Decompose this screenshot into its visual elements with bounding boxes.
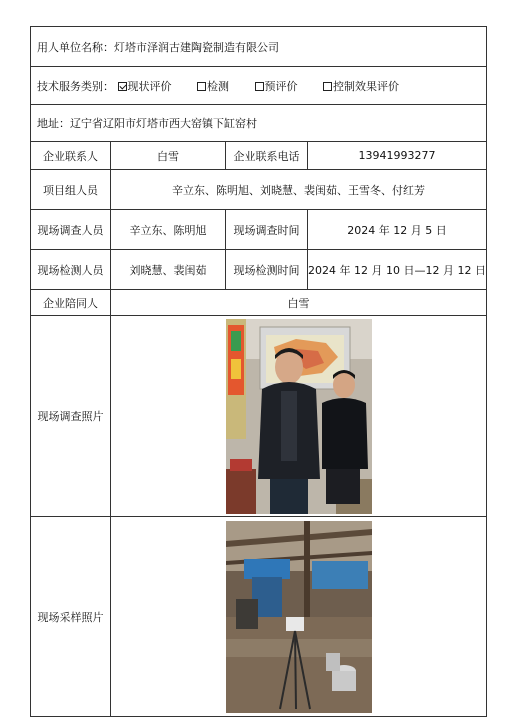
checkbox-icon (197, 82, 206, 91)
service-type-label: 技术服务类别： (37, 79, 114, 93)
phone-value: 13941993277 (308, 142, 487, 170)
team-label: 项目组人员 (31, 170, 111, 210)
survey-staff-label: 现场调查人员 (31, 210, 111, 250)
option-control-effect-evaluation: 控制效果评价 (323, 78, 399, 94)
option-current-evaluation: 现状评价 (118, 78, 172, 94)
checkbox-icon (255, 82, 264, 91)
service-type-row (31, 67, 487, 105)
option-testing: 检测 (197, 78, 229, 94)
survey-staff: 辛立东、陈明旭 (111, 210, 226, 250)
survey-row (31, 210, 487, 250)
escort-name: 白雪 (111, 290, 487, 316)
sampling-photo-row (31, 517, 487, 717)
survey-photo (226, 319, 372, 514)
contact-name: 白雪 (111, 142, 226, 170)
test-staff: 刘晓慧、裴闺茹 (111, 250, 226, 290)
test-staff-label: 现场检测人员 (31, 250, 111, 290)
escort-label: 企业陪同人 (31, 290, 111, 316)
address-row (31, 105, 487, 142)
checked-box-icon (118, 82, 127, 91)
team-members: 辛立东、陈明旭、刘晓慧、裴闺茹、王雪冬、付红芳 (111, 170, 487, 210)
team-row (31, 170, 487, 210)
sampling-photo (226, 521, 372, 713)
checkbox-icon (323, 82, 332, 91)
option-pre-evaluation: 预评价 (255, 78, 298, 94)
test-time-label: 现场检测时间 (226, 250, 308, 290)
service-record-form (30, 26, 487, 717)
address-label: 地址： (37, 117, 70, 130)
survey-photo-label: 现场调查照片 (31, 316, 111, 517)
contact-label: 企业联系人 (31, 142, 111, 170)
employer-row (31, 27, 487, 67)
survey-time-label: 现场调查时间 (226, 210, 308, 250)
address-value: 辽宁省辽阳市灯塔市西大窑镇下缸窑村 (70, 117, 257, 130)
testing-row (31, 250, 487, 290)
sampling-photo-label: 现场采样照片 (31, 517, 111, 717)
employer-label: 用人单位名称： (37, 40, 114, 54)
employer-name: 灯塔市泽润古建陶瓷制造有限公司 (114, 40, 279, 54)
test-time: 2024 年 12 月 10 日—12 月 12 日 (308, 250, 487, 290)
contact-row (31, 142, 487, 170)
survey-time: 2024 年 12 月 5 日 (308, 210, 487, 250)
survey-photo-row (31, 316, 487, 517)
escort-row (31, 290, 487, 316)
phone-label: 企业联系电话 (226, 142, 308, 170)
